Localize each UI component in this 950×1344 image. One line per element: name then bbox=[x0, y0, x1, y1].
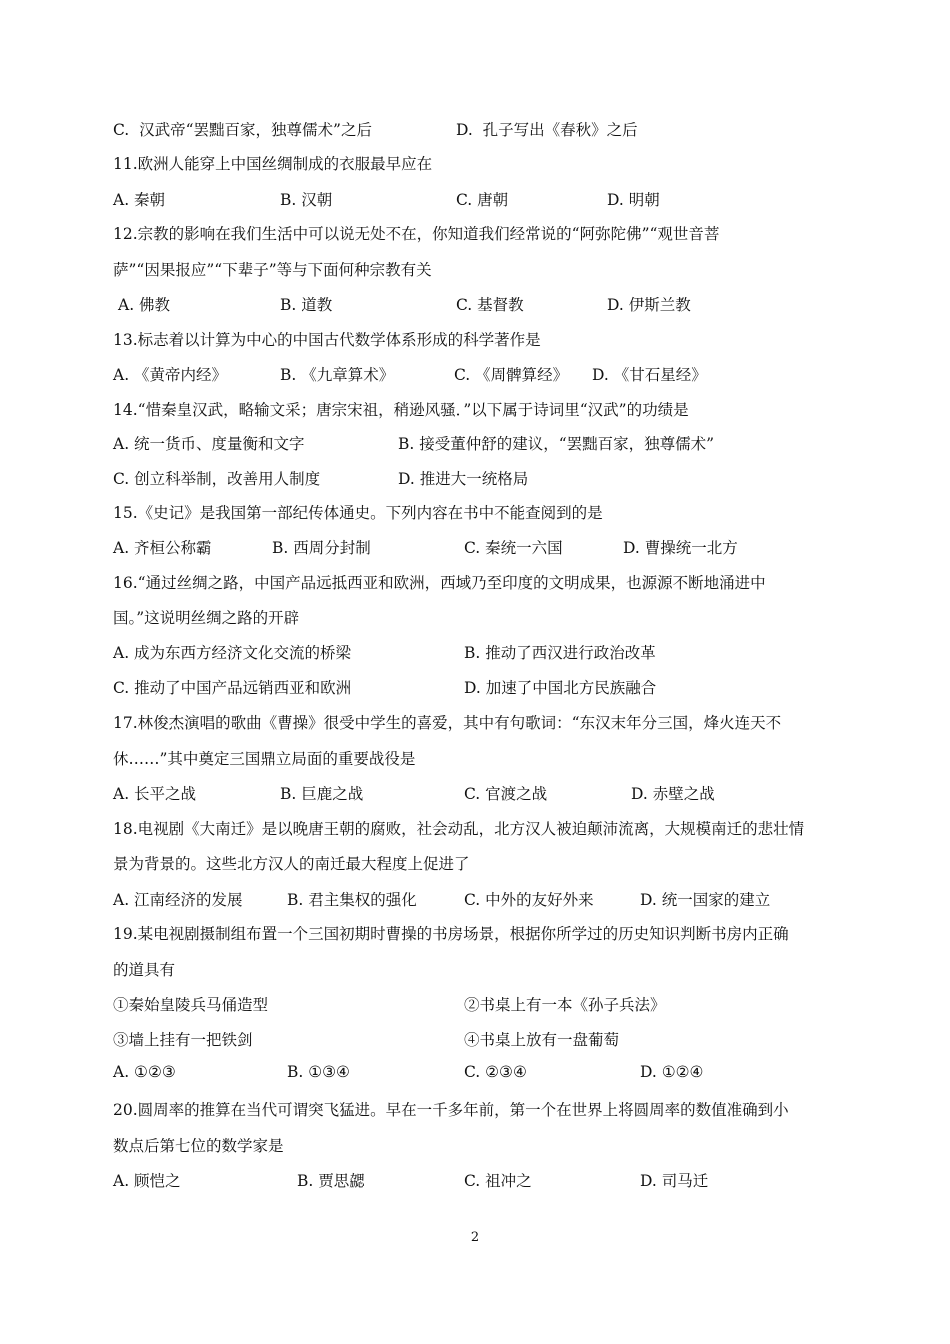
q14-option-b: B. 接受董仲舒的建议，“罢黜百家，独尊儒术” bbox=[398, 435, 715, 453]
q18-option-d: D. 统一国家的建立 bbox=[640, 891, 771, 909]
q13-option-b: B. 《九章算术》 bbox=[280, 366, 395, 384]
q14-option-a: A. 统一货币、度量衡和文字 bbox=[113, 435, 305, 453]
q12-stem-line1: 12.宗教的影响在我们生活中可以说无处不在，你知道我们经常说的“阿弥陀佛”“观世音菩 bbox=[113, 225, 720, 243]
q12-option-a: A. 佛教 bbox=[118, 296, 171, 314]
q14-option-d: D. 推进大一统格局 bbox=[398, 470, 529, 488]
q19-option-a: A. ①②③ bbox=[113, 1063, 176, 1081]
q19-option-c: C. ②③④ bbox=[464, 1063, 527, 1081]
q15-stem: 15.《史记》是我国第一部纪传体通史。下列内容在书中不能查阅到的是 bbox=[113, 504, 603, 522]
q10-option-d: D. 孔子写出《春秋》之后 bbox=[456, 121, 638, 139]
q11-option-b: B. 汉朝 bbox=[280, 191, 333, 209]
q13-option-c: C. 《周髀算经》 bbox=[454, 366, 569, 384]
q19-option-d: D. ①②④ bbox=[640, 1063, 704, 1081]
q16-option-b: B. 推动了西汉进行政治改革 bbox=[464, 644, 656, 662]
q18-stem-line2: 景为背景的。这些北方汉人的南迁最大程度上促进了 bbox=[113, 855, 470, 873]
q18-option-a: A. 江南经济的发展 bbox=[113, 891, 243, 909]
q20-option-a: A. 顾恺之 bbox=[113, 1172, 181, 1190]
q19-item-4: ④书桌上放有一盘葡萄 bbox=[464, 1031, 620, 1049]
q19-item-3: ③墙上挂有一把铁剑 bbox=[113, 1031, 253, 1049]
q13-option-d: D. 《甘石星经》 bbox=[592, 366, 707, 384]
q20-stem-line1: 20.圆周率的推算在当代可谓突飞猛进。早在一千多年前，第一个在世界上将圆周率的数值准确到小 bbox=[113, 1101, 789, 1119]
q11-stem: 11.欧洲人能穿上中国丝绸制成的衣服最早应在 bbox=[113, 155, 433, 173]
q12-option-d: D. 伊斯兰教 bbox=[607, 296, 691, 314]
q12-option-c: C. 基督教 bbox=[456, 296, 524, 314]
q13-stem: 13.标志着以计算为中心的中国古代数学体系形成的科学著作是 bbox=[113, 331, 541, 349]
q16-option-a: A. 成为东西方经济文化交流的桥梁 bbox=[113, 644, 352, 662]
q15-option-b: B. 西周分封制 bbox=[272, 539, 371, 557]
q12-stem-line2: 萨”“因果报应”“下辈子”等与下面何种宗教有关 bbox=[113, 261, 432, 279]
q19-stem-line2: 的道具有 bbox=[113, 961, 176, 979]
q11-option-c: C. 唐朝 bbox=[456, 191, 509, 209]
q10-option-c: C. 汉武帝“罢黜百家，独尊儒术”之后 bbox=[113, 121, 372, 139]
page-number: 2 bbox=[470, 1230, 480, 1245]
q15-option-d: D. 曹操统一北方 bbox=[623, 539, 738, 557]
q16-option-c: C. 推动了中国产品远销西亚和欧洲 bbox=[113, 679, 352, 697]
q17-stem-line2: 休……”其中奠定三国鼎立局面的重要战役是 bbox=[113, 750, 416, 768]
q16-stem-line1: 16.“通过丝绸之路，中国产品远抵西亚和欧洲，西域乃至印度的文明成果，也源源不断地涌进中 bbox=[113, 574, 766, 592]
q11-option-d: D. 明朝 bbox=[607, 191, 660, 209]
q19-item-1: ①秦始皇陵兵马俑造型 bbox=[113, 996, 269, 1014]
q16-option-d: D. 加速了中国北方民族融合 bbox=[464, 679, 657, 697]
q17-option-c: C. 官渡之战 bbox=[464, 785, 548, 803]
q14-option-c: C. 创立科举制，改善用人制度 bbox=[113, 470, 321, 488]
q19-option-b: B. ①③④ bbox=[287, 1063, 350, 1081]
q19-stem-line1: 19.某电视剧摄制组布置一个三国初期时曹操的书房场景，根据你所学过的历史知识判断书房内正确 bbox=[113, 925, 789, 943]
q15-option-c: C. 秦统一六国 bbox=[464, 539, 563, 557]
q20-stem-line2: 数点后第七位的数学家是 bbox=[113, 1137, 284, 1155]
q11-option-a: A. 秦朝 bbox=[113, 191, 166, 209]
q12-option-b: B. 道教 bbox=[280, 296, 333, 314]
q13-option-a: A. 《黄帝内经》 bbox=[113, 366, 228, 384]
q17-option-d: D. 赤壁之战 bbox=[631, 785, 715, 803]
q17-option-a: A. 长平之战 bbox=[113, 785, 197, 803]
q20-option-d: D. 司马迁 bbox=[640, 1172, 709, 1190]
q15-option-a: A. 齐桓公称霸 bbox=[113, 539, 212, 557]
q20-option-c: C. 祖冲之 bbox=[464, 1172, 532, 1190]
q17-stem-line1: 17.林俊杰演唱的歌曲《曹操》很受中学生的喜爱，其中有句歌词：“东汉末年分三国，烽火连天不 bbox=[113, 714, 782, 732]
q18-option-c: C. 中外的友好外来 bbox=[464, 891, 594, 909]
q18-option-b: B. 君主集权的强化 bbox=[287, 891, 417, 909]
q18-stem-line1: 18.电视剧《大南迁》是以晚唐王朝的腐败，社会动乱，北方汉人被迫颠沛流离，大规模南迁的悲壮情 bbox=[113, 820, 805, 838]
q17-option-b: B. 巨鹿之战 bbox=[280, 785, 364, 803]
q20-option-b: B. 贾思勰 bbox=[297, 1172, 365, 1190]
q19-item-2: ②书桌上有一本《孙子兵法》 bbox=[464, 996, 666, 1014]
q16-stem-line2: 国。”这说明丝绸之路的开辟 bbox=[113, 609, 300, 627]
q14-stem: 14.“惜秦皇汉武，略输文采；唐宗宋祖，稍逊风骚．”以下属于诗词里“汉武”的功绩是 bbox=[113, 401, 689, 419]
